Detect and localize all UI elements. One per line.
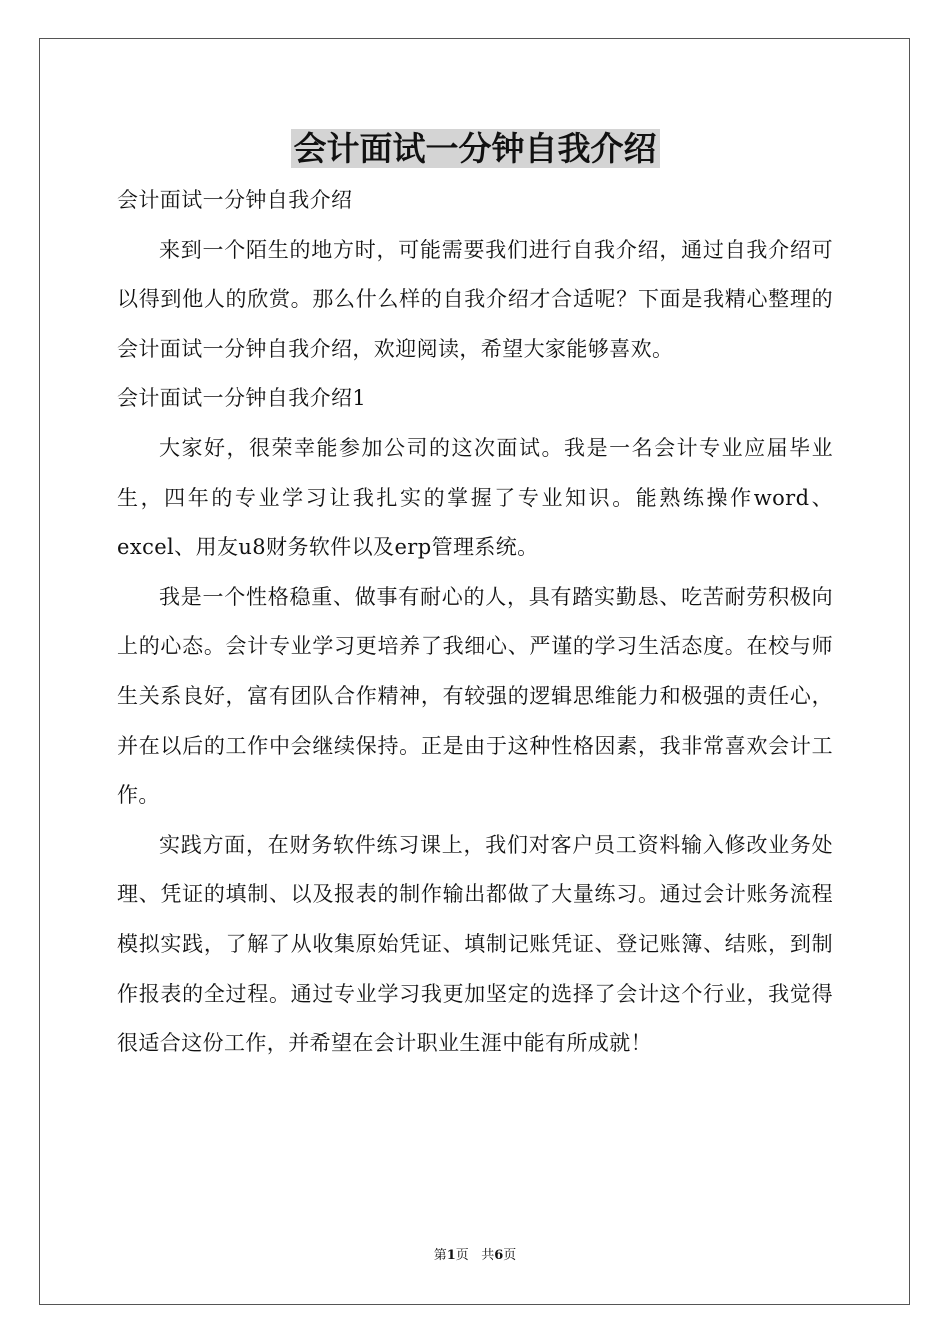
document-title (0, 126, 950, 172)
footer-current-page: 1 (446, 1248, 456, 1263)
paragraph-1: 来到一个陌生的地方时，可能需要我们进行自我介绍，通过自我介绍可以得到他人的欣赏。那么什么样的自我介绍才合适呢？下面是我精心整理的会计面试一分钟自我介绍，欢迎阅读，希望大家能够喜欢。 (117, 237, 833, 361)
footer-page-prefix: 第 (433, 1248, 447, 1263)
paragraph-4: 我是一个性格稳重、做事有耐心的人，具有踏实勤恳、吃苦耐劳积极向上的心态。会计专业学习更培养了我细心、严谨的学习生活态度。在校与师生关系良好，富有团队合作精神，有较强的逻辑思维能力和极强的责任心，并在以后的工作中会继续保持。正是由于这种性格因素，我非常喜欢会计工作。 (117, 584, 833, 808)
paragraph-0: 会计面试一分钟自我介绍 (117, 188, 353, 212)
footer-total-suffix: 页 (503, 1248, 517, 1263)
paragraph-5: 实践方面，在财务软件练习课上，我们对客户员工资料输入修改业务处理、凭证的填制、以及报表的制作输出都做了大量练习。通过会计账务流程模拟实践，了解了从收集原始凭证、填制记账凭证、登记账簿、结账，到制作报表的全过程。通过专业学习我更加坚定的选择了会计这个行业，我觉得很适合这份工作，并希望在会计职业生涯中能有所成就！ (117, 832, 833, 1056)
footer-total-pages: 6 (494, 1248, 504, 1263)
document-title-text: 会计面试一分钟自我介绍 (291, 129, 660, 168)
document-body (117, 176, 833, 1069)
page-footer (0, 1247, 950, 1265)
footer-total-prefix: 共 (481, 1248, 495, 1263)
paragraph-3: 大家好，很荣幸能参加公司的这次面试。我是一名会计专业应届毕业生，四年的专业学习让我扎实的掌握了专业知识。能熟练操作word、excel、用友u8财务软件以及erp管理系统。 (117, 435, 833, 560)
paragraph-2: 会计面试一分钟自我介绍1 (117, 386, 367, 411)
footer-page-suffix: 页 (455, 1248, 469, 1263)
